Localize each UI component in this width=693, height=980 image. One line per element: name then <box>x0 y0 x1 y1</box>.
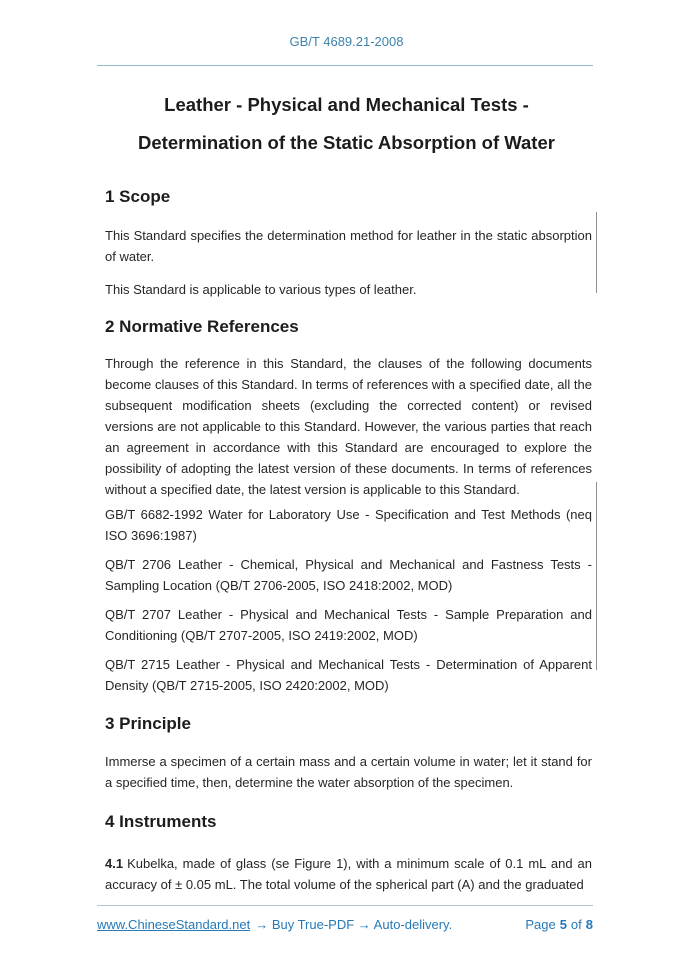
page-label: Page <box>525 917 556 932</box>
current-page-number: 5 <box>559 917 567 932</box>
footer-tagline: → Buy True-PDF → Auto-delivery. <box>255 917 453 932</box>
section-heading-scope: 1 Scope <box>105 187 171 206</box>
header-rule <box>97 65 593 66</box>
footer-left <box>97 916 452 933</box>
normative-intro-paragraph: Through the reference in this Standard, the clauses of the following documents become clauses of this Standard. In terms of references with a specified date, all the subsequent modification sheets (excluding the corrected content) or revised versions are not applicable to this Standard. However, the various parties that reach an agreement in accordance with this Standard are encouraged to explore the possibility of adopting the latest version of these documents. In terms of references without a specified date, the latest version is applicable to this Standard. <box>105 356 592 497</box>
clause-text: Kubelka, made of glass (se Figure 1), with a minimum scale of 0.1 mL and an accuracy of ± 0.05 mL. The total volume of the spherical part (A) and the graduated <box>105 856 592 892</box>
header-doc-number: GB/T 4689.21-2008 <box>289 34 404 49</box>
document-title-line-2: Determination of the Static Absorption of Water <box>138 132 555 153</box>
revision-bar <box>596 212 597 293</box>
scope-paragraph-2: This Standard is applicable to various types of leather. <box>105 282 417 297</box>
normative-reference-item: GB/T 6682-1992 Water for Laboratory Use - Specification and Test Methods (neq ISO 3696:1987) <box>105 507 592 543</box>
website-link[interactable]: www.ChineseStandard.net <box>97 917 251 932</box>
section-heading-instruments: 4 Instruments <box>105 812 217 831</box>
normative-reference-item: QB/T 2715 Leather - Physical and Mechanical Tests - Determination of Apparent Density (QB/T 2715-2005, ISO 2420:2002, MOD) <box>105 657 592 693</box>
page-footer <box>97 905 593 933</box>
page-number-indicator <box>521 916 593 933</box>
document-body <box>105 186 592 895</box>
section-heading-principle: 3 Principle <box>105 714 191 733</box>
section-heading-normative-references: 2 Normative References <box>105 317 299 336</box>
document-title <box>0 95 693 153</box>
scope-paragraph-1: This Standard specifies the determination method for leather in the static absorption of water. <box>105 228 592 264</box>
of-label: of <box>570 917 582 932</box>
normative-reference-item: QB/T 2707 Leather - Physical and Mechanical Tests - Sample Preparation and Conditioning (QB/T 2707-2005, ISO 2419:2002, MOD) <box>105 607 592 643</box>
instruments-item-4-1 <box>105 853 592 895</box>
document-title-line-1: Leather - Physical and Mechanical Tests - <box>164 94 529 115</box>
revision-bar <box>596 482 597 670</box>
normative-reference-item: QB/T 2706 Leather - Chemical, Physical and Mechanical and Fastness Tests - Sampling Location (QB/T 2706-2005, ISO 2418:2002, MOD) <box>105 557 592 593</box>
total-page-number: 8 <box>585 917 593 932</box>
clause-number: 4.1 <box>105 856 124 871</box>
principle-paragraph: Immerse a specimen of a certain mass and a certain volume in water; let it stand for a specified time, then, determine the water absorption of the specimen. <box>105 754 592 790</box>
